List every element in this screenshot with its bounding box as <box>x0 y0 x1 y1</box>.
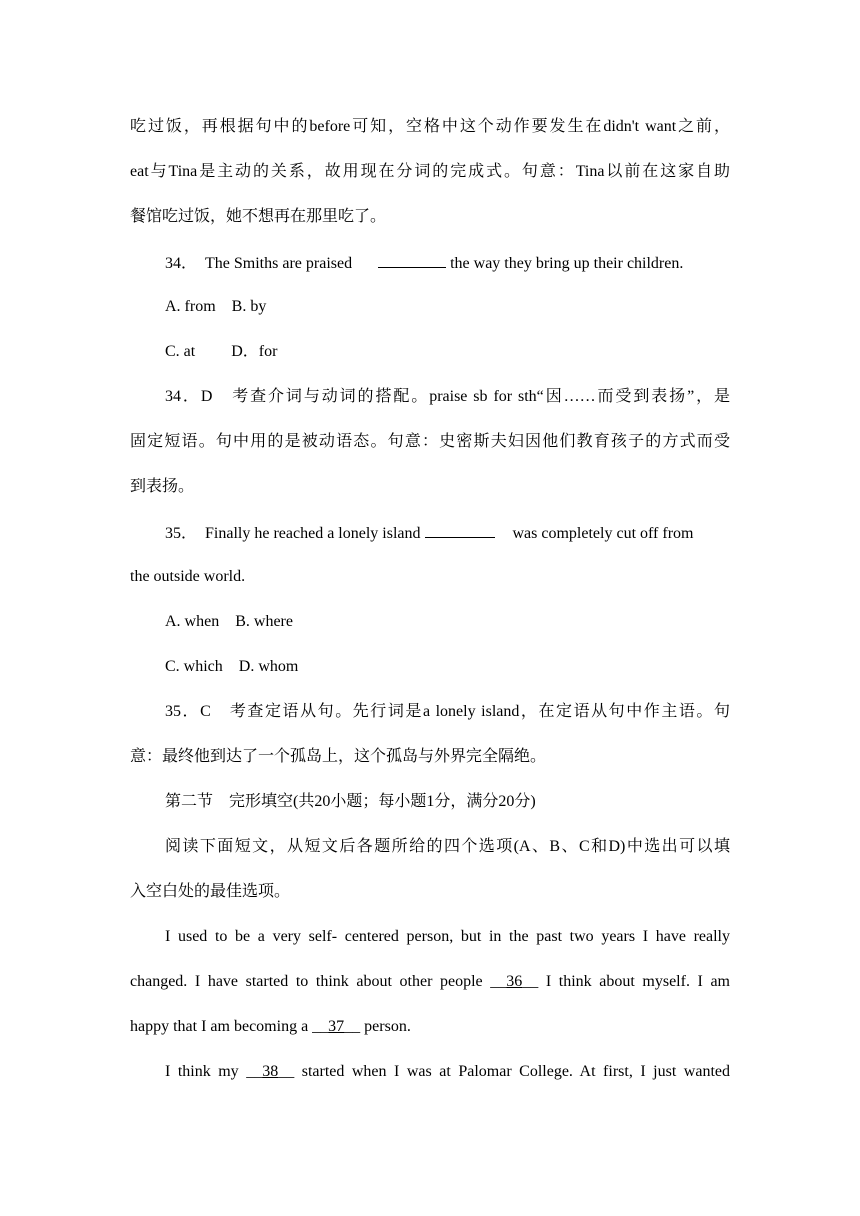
passage-text: happy that I am becoming a __ <box>130 1018 329 1035</box>
passage-text: __ I think about myself. I am <box>522 973 731 990</box>
instruction: 入空白处的最佳选项。 <box>130 883 291 900</box>
options-cd: C. at D．for <box>165 343 278 360</box>
text-line: 意：最终他到达了一个孤岛上，这个孤岛与外界完全隔绝。 <box>130 748 547 765</box>
text-line: eat与Tina是主动的关系，故用现在分词的完成式。句意：Tina以前在这家自助 <box>130 163 730 180</box>
passage-line <box>165 1062 730 1082</box>
options-cd: C. which D. whom <box>165 658 299 675</box>
question-34 <box>165 252 683 274</box>
question-35 <box>165 522 693 544</box>
options-ab: A. from B. by <box>165 298 267 315</box>
text-line: 餐馆吃过饭，她不想再在那里吃了。 <box>130 208 387 225</box>
blank-number: 38 <box>262 1063 279 1080</box>
question-text: was completely cut off from <box>512 525 694 542</box>
section-title: 第二节 完形填空(共20小题；每小题1分，满分20分) <box>165 793 536 810</box>
answer-blank <box>425 522 495 538</box>
blank-number: 37 <box>328 1018 345 1035</box>
options-ab: A. when B. where <box>165 613 293 630</box>
text-line: the outside world. <box>130 568 246 585</box>
question-text: the way they bring up their children. <box>450 255 684 272</box>
answer-34: 34．D 考查介词与动词的搭配。praise sb for sth“因……而受到表扬”，是 <box>165 388 730 405</box>
passage-line <box>130 972 730 992</box>
instruction: 阅读下面短文，从短文后各题所给的四个选项(A、B、C和D)中选出可以填 <box>165 838 730 855</box>
answer-35: 35．C 考查定语从句。先行词是a lonely island，在定语从句中作主语。句 <box>165 703 730 720</box>
text-line: 固定短语。句中用的是被动语态。句意：史密斯夫妇因他们教育孩子的方式而受 <box>130 433 730 450</box>
passage-text: __ started when I was at Palomar College. At first, I just wanted <box>278 1063 731 1080</box>
question-text: The Smiths are praised <box>205 255 353 272</box>
passage-text: __ person. <box>344 1018 411 1035</box>
passage-text: I think my __ <box>165 1063 263 1080</box>
passage-line: I used to be a very self- centered person, but in the past two years I have really <box>165 928 730 945</box>
answer-blank <box>378 252 446 268</box>
question-number: 35． <box>165 525 198 542</box>
question-text: Finally he reached a lonely island <box>205 525 421 542</box>
blank-number: 36 <box>506 973 523 990</box>
passage-text: changed. I have started to think about other people __ <box>130 973 507 990</box>
text-line: 到表扬。 <box>130 478 195 495</box>
question-number: 34． <box>165 255 198 272</box>
passage-line <box>130 1017 411 1037</box>
text-line: 吃过饭，再根据句中的before可知，空格中这个动作要发生在didn't want之前， <box>130 118 730 135</box>
